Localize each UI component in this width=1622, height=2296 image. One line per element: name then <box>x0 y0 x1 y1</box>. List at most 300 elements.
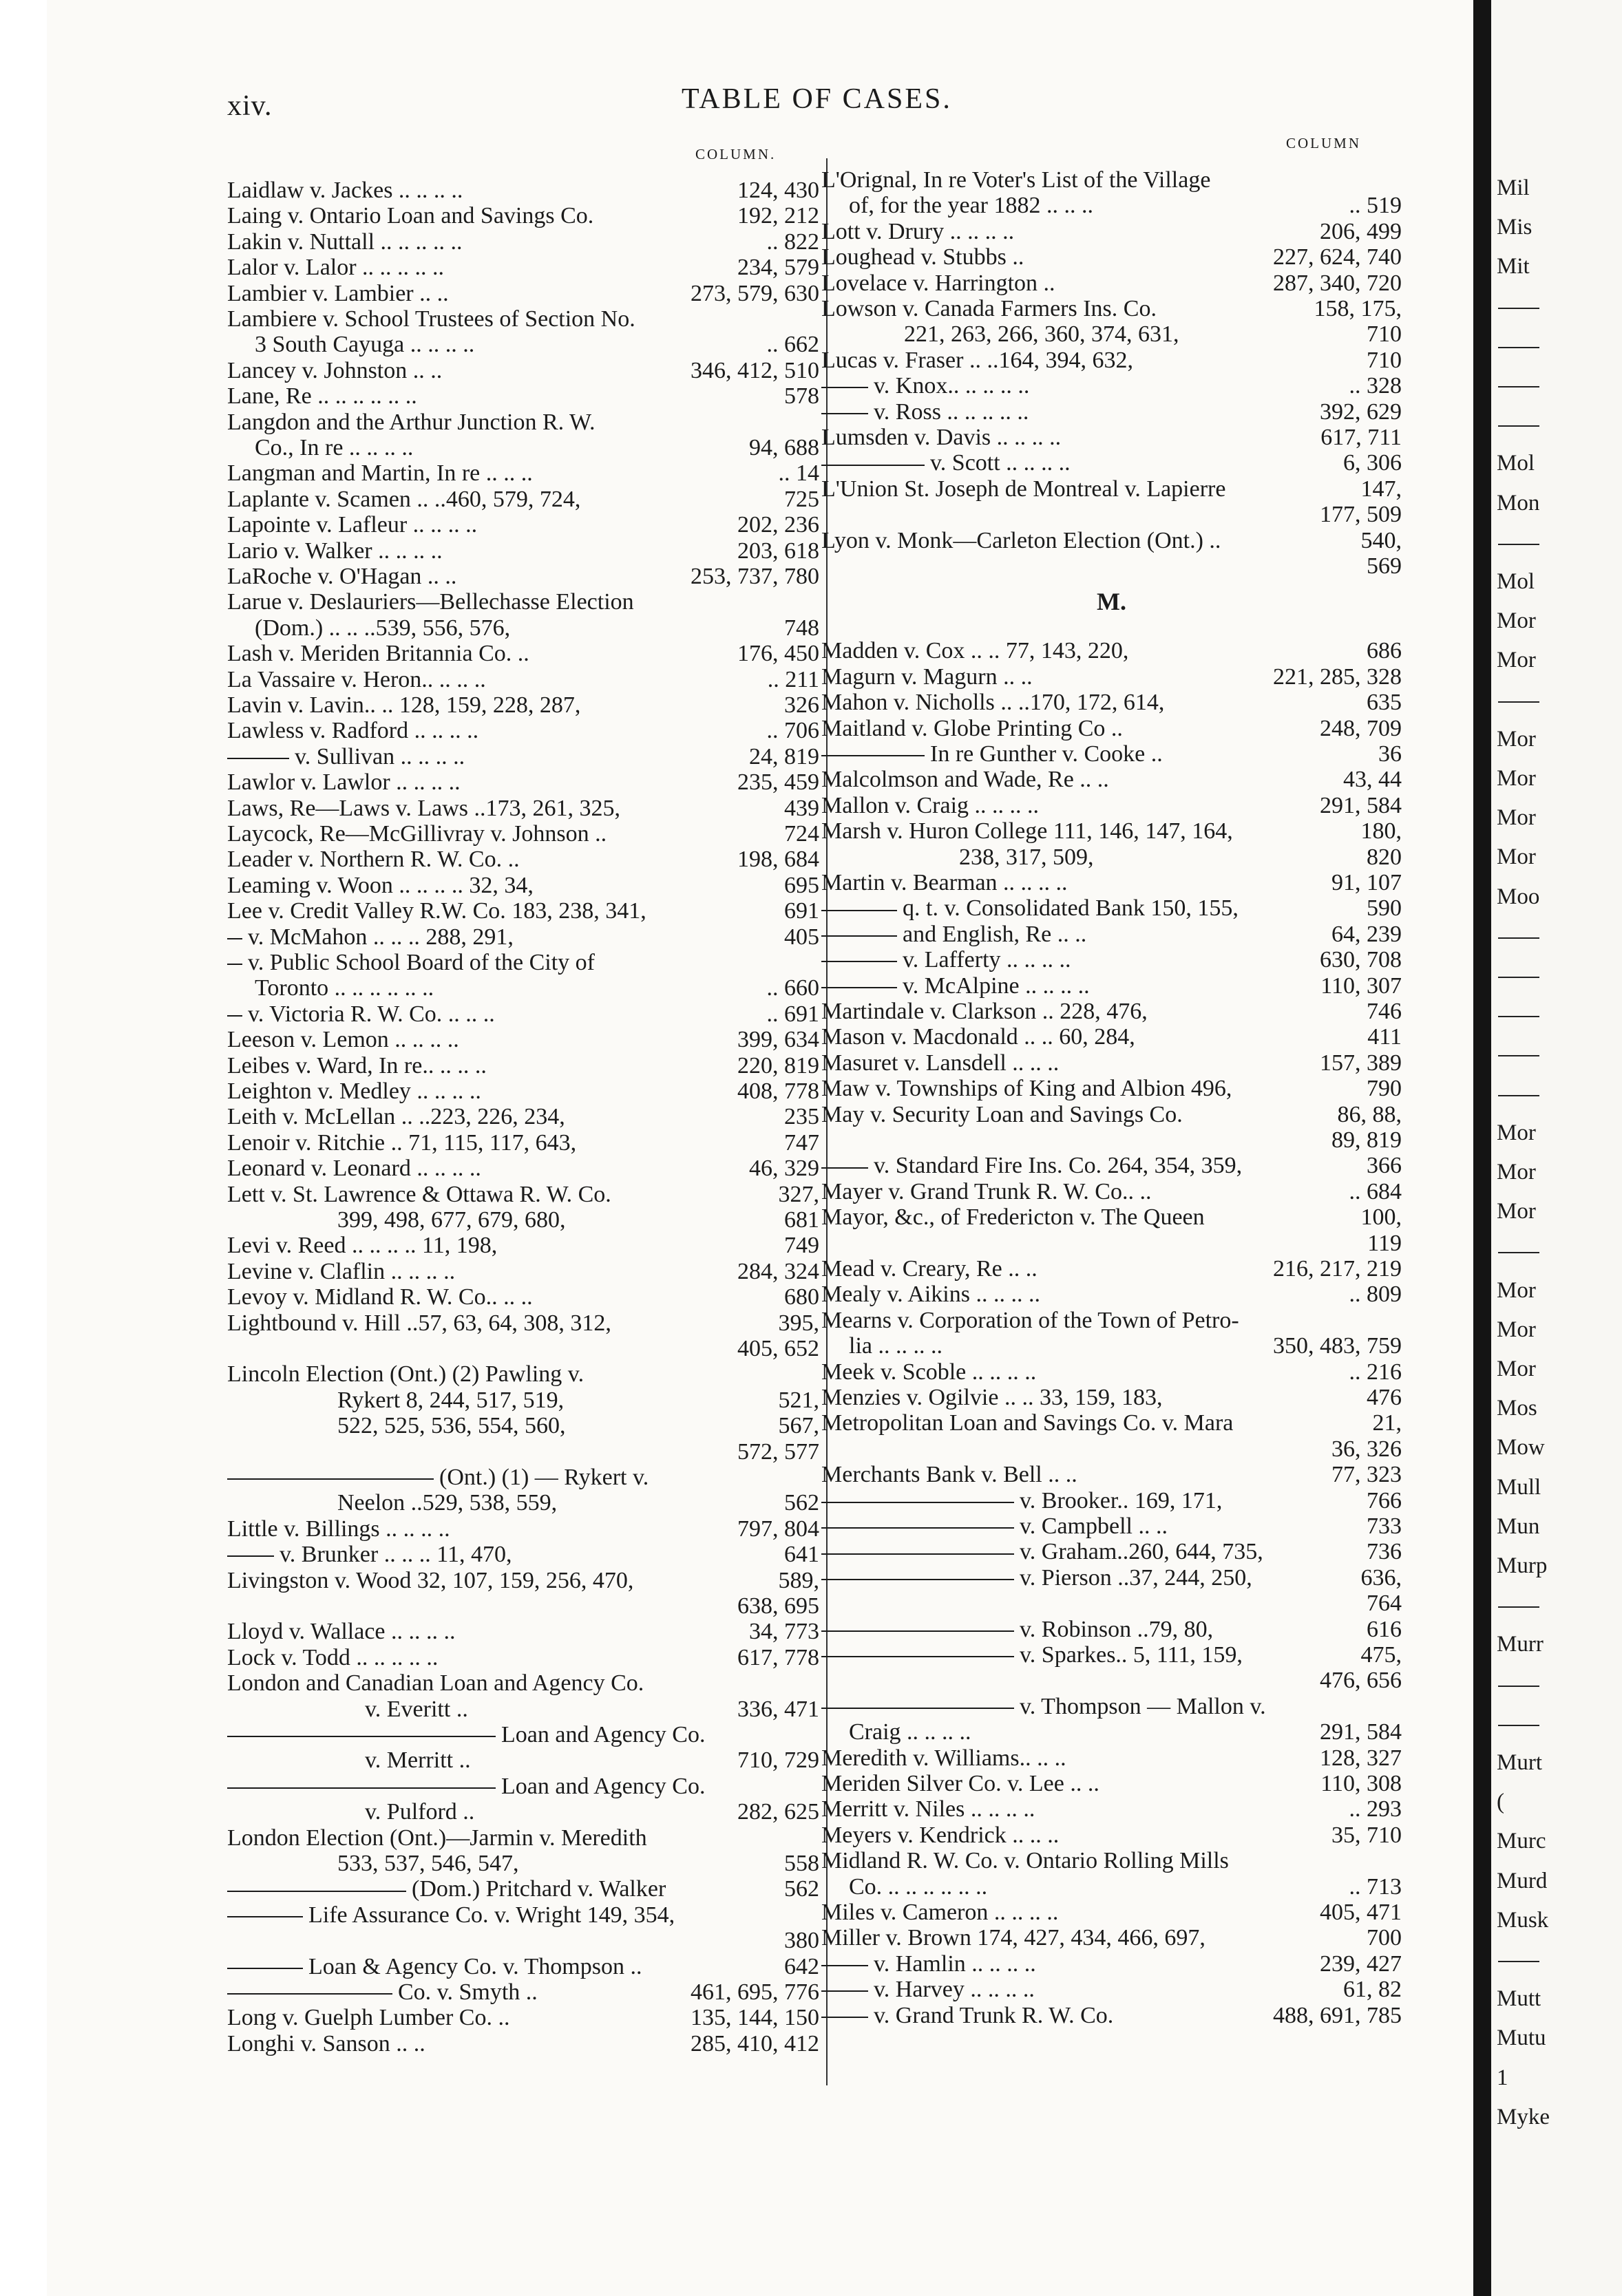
case-name <box>227 847 520 873</box>
case-name-text: Lario v. Walker .. .. .. .. <box>227 538 443 564</box>
case-entry <box>821 193 1402 219</box>
case-name <box>227 641 529 667</box>
case-name <box>365 1747 471 1774</box>
case-name <box>821 818 1233 844</box>
column-references: .. 691 <box>766 1001 819 1027</box>
case-name-text: Mayer v. Grand Trunk R. W. Co.. .. <box>821 1178 1152 1204</box>
case-entry <box>227 460 819 487</box>
case-name-text: Lloyd v. Wallace .. .. .. .. <box>227 1619 456 1645</box>
case-entry <box>821 1308 1402 1334</box>
case-name-text: 533, 537, 546, 547, <box>337 1851 519 1876</box>
case-entry <box>821 999 1402 1025</box>
case-name <box>227 1670 644 1697</box>
ditto-dash <box>227 964 242 965</box>
case-entry <box>227 1542 819 1568</box>
case-entry <box>821 502 1402 528</box>
case-entry <box>821 767 1402 793</box>
case-name-text: L'Union St. Joseph de Montreal v. Lapierre <box>821 476 1226 502</box>
column-references: 590 <box>1367 895 1402 922</box>
column-references: 176, 450 <box>737 641 819 667</box>
column-references: 135, 144, 150 <box>691 2005 819 2031</box>
column-references: 558 <box>784 1851 819 1876</box>
case-name <box>255 332 474 358</box>
case-name <box>227 1310 611 1337</box>
case-name <box>227 564 456 590</box>
column-references: 336, 471 <box>737 1696 819 1722</box>
case-name <box>227 538 443 564</box>
case-name-text: Meyers v. Kendrick .. .. .. <box>821 1822 1060 1848</box>
case-name <box>227 1568 633 1594</box>
facing-page-text: Mon <box>1497 490 1540 515</box>
case-entry <box>821 818 1402 844</box>
case-name <box>821 1951 1036 1977</box>
case-entry <box>821 638 1402 664</box>
column-references: 35, 710 <box>1331 1822 1402 1848</box>
case-entry <box>227 1465 819 1491</box>
column-references: 94, 688 <box>749 435 819 460</box>
case-entry <box>227 1825 819 1851</box>
case-name <box>821 1359 1036 1385</box>
column-references: .. 713 <box>1349 1873 1402 1900</box>
case-entry <box>821 1282 1402 1308</box>
case-name <box>821 690 1164 716</box>
case-name <box>821 528 1221 554</box>
case-entry <box>821 1231 1402 1257</box>
case-name-text: Mallon v. Craig .. .. .. .. <box>821 792 1040 818</box>
case-name <box>821 270 1055 297</box>
case-name-text: Lucas v. Fraser .. ..164, 394, 632, <box>821 347 1133 373</box>
case-name-text: and English, Re .. .. <box>903 921 1087 947</box>
case-entry <box>821 922 1402 948</box>
case-entry <box>821 1024 1402 1050</box>
case-name-text: 238, 317, 509, <box>959 844 1094 870</box>
case-entry <box>227 512 819 538</box>
case-entry <box>821 1153 1402 1179</box>
case-name-text: London Election (Ont.)—Jarmin v. Meredith <box>227 1825 647 1851</box>
case-name-text: Metropolitan Loan and Savings Co. v. Mara <box>821 1410 1234 1436</box>
case-entry <box>227 1336 819 1362</box>
facing-page-rule <box>1498 425 1539 427</box>
facing-page-text: Mow <box>1497 1435 1545 1460</box>
case-entry <box>227 1490 819 1516</box>
column-references: 77, 323 <box>1331 1462 1402 1488</box>
column-references: 177, 509 <box>1320 502 1402 528</box>
column-label-right: COLUMN <box>1286 135 1362 151</box>
case-name <box>959 844 1094 871</box>
case-name <box>227 1259 455 1285</box>
ditto-dash <box>821 1965 868 1966</box>
column-references: .. 662 <box>766 332 819 358</box>
case-name <box>227 769 461 796</box>
ditto-dash <box>821 910 897 911</box>
column-references: 284, 324 <box>737 1258 819 1284</box>
case-name-text: Levine v. Claflin .. .. .. .. <box>227 1258 456 1284</box>
case-entry <box>227 410 819 436</box>
column-references: 100, <box>1360 1204 1402 1231</box>
column-references: 733 <box>1367 1513 1402 1540</box>
column-references: 521, <box>778 1387 819 1413</box>
case-name <box>821 1050 1059 1076</box>
case-name <box>227 718 478 744</box>
case-entry <box>227 1413 819 1439</box>
case-name <box>821 1513 1168 1540</box>
column-references: 617, 778 <box>737 1644 819 1670</box>
case-name <box>821 167 1210 193</box>
case-name <box>821 1900 1058 1926</box>
case-name <box>821 870 1068 896</box>
case-name-text: Lumsden v. Davis .. .. .. .. <box>821 425 1062 450</box>
column-references: 686 <box>1367 638 1402 664</box>
case-name <box>821 1694 1266 1720</box>
case-name <box>227 460 533 487</box>
case-entry <box>821 1513 1402 1540</box>
case-entry <box>821 1668 1402 1694</box>
case-name-text: Mealy v. Aikins .. .. .. .. <box>821 1282 1040 1308</box>
column-references: 192, 212 <box>737 203 819 229</box>
case-name <box>227 1774 706 1800</box>
case-name-text: v. Hamlin .. .. .. .. <box>874 1950 1036 1977</box>
case-entry <box>821 1359 1402 1385</box>
case-entry <box>227 718 819 744</box>
ditto-dash <box>821 1553 1014 1555</box>
case-name-text: Meredith v. Williams.. .. .. <box>821 1745 1066 1771</box>
case-name <box>821 2003 1113 2029</box>
case-name <box>821 219 1014 245</box>
column-references: 248, 709 <box>1320 715 1402 741</box>
case-entry <box>821 1076 1402 1102</box>
ditto-dash <box>821 1579 1014 1580</box>
case-entry <box>227 847 819 873</box>
ditto-dash <box>227 1993 392 1995</box>
column-references: 749 <box>784 1233 819 1259</box>
facing-page-text: Mis <box>1497 215 1533 240</box>
column-references: 540, <box>1360 527 1402 553</box>
facing-page-rule <box>1498 1095 1539 1096</box>
case-name <box>227 1825 647 1851</box>
facing-page-rule <box>1498 1252 1539 1253</box>
case-name <box>821 425 1061 451</box>
facing-page-text: Murr <box>1497 1632 1544 1657</box>
case-entry <box>227 744 819 770</box>
column-references: 202, 236 <box>737 512 819 538</box>
case-entry <box>821 1796 1402 1822</box>
ditto-dash <box>821 987 897 988</box>
case-name-text: v. Grand Trunk R. W. Co. <box>874 2002 1114 2028</box>
case-name <box>821 1282 1040 1308</box>
case-name <box>227 1027 459 1053</box>
case-name <box>227 1053 487 1079</box>
column-references: 405 <box>784 924 819 950</box>
case-name <box>227 692 580 719</box>
ditto-dash <box>821 961 897 962</box>
case-name <box>227 255 444 281</box>
case-name-text: Rykert 8, 244, 517, 519, <box>337 1387 565 1413</box>
case-name-text: Longhi v. Sanson .. .. <box>227 2030 425 2056</box>
case-entry <box>821 1102 1402 1128</box>
case-name-text: Leaming v. Woon .. .. .. .. 32, 34, <box>227 872 534 898</box>
case-name-text: v. Graham..260, 644, 735, <box>1020 1539 1263 1565</box>
case-name-text: Langman and Martin, In re .. .. .. <box>227 460 533 487</box>
case-name-text: Malcolmson and Wade, Re .. .. <box>821 767 1109 793</box>
case-name <box>227 1465 649 1491</box>
case-name-text: (Dom.) .. .. ..539, 556, 576, <box>255 615 511 641</box>
column-references: .. 822 <box>766 228 819 255</box>
column-references: 638, 695 <box>737 1593 819 1619</box>
column-references: 227, 624, 740 <box>1273 244 1402 270</box>
case-name <box>849 1719 971 1745</box>
column-references: 475, <box>1360 1642 1402 1668</box>
case-name-text: Leader v. Northern R. W. Co. .. <box>227 847 520 873</box>
case-name <box>227 512 477 538</box>
case-entry <box>227 1851 819 1877</box>
case-name <box>255 435 413 461</box>
case-name-text: v. Ross .. .. .. .. .. <box>874 398 1029 425</box>
column-label-left: COLUMN. <box>695 146 777 162</box>
case-name-text: v. Brunker .. .. .. 11, 470, <box>280 1542 512 1568</box>
case-entry <box>227 281 819 307</box>
case-entry <box>227 255 819 281</box>
case-name <box>227 1233 497 1259</box>
case-entry <box>227 1001 819 1028</box>
case-name-text: Lyon v. Monk—Carleton Election (Ont.) .. <box>821 527 1221 553</box>
case-name-text: (Ont.) (1) — Rykert v. <box>439 1465 649 1490</box>
case-name <box>227 873 534 899</box>
facing-page-fragment <box>1491 0 1622 2296</box>
case-name-text: Masuret v. Lansdell .. .. .. <box>821 1050 1060 1076</box>
case-entry <box>821 296 1402 322</box>
case-name-text: lia .. .. .. .. <box>849 1333 942 1359</box>
column-references: 617, 711 <box>1320 425 1402 450</box>
ditto-dash <box>821 1502 1014 1503</box>
column-references: 700 <box>1367 1925 1402 1951</box>
facing-page-text: Mol <box>1497 569 1535 594</box>
ditto-dash <box>821 1167 868 1169</box>
column-references: .. 293 <box>1349 1796 1402 1822</box>
column-references: 61, 82 <box>1343 1977 1402 2003</box>
case-name <box>227 1979 538 2006</box>
column-references: 820 <box>1367 844 1402 870</box>
facing-page-text: Mor <box>1497 766 1536 791</box>
case-name-text: v. Pierson ..37, 244, 250, <box>1020 1564 1252 1591</box>
case-name-text: Lawless v. Radford .. .. .. .. <box>227 718 479 744</box>
facing-page-text: Mull <box>1497 1474 1541 1500</box>
column-references: 405, 471 <box>1320 1900 1402 1926</box>
case-entry <box>227 924 819 950</box>
facing-page-rule <box>1498 544 1539 545</box>
column-references: 797, 804 <box>737 1516 819 1542</box>
case-entry <box>821 476 1402 502</box>
column-references: .. 660 <box>766 975 819 1001</box>
column-references: 64, 239 <box>1331 921 1402 947</box>
column-references: 488, 691, 785 <box>1273 2002 1402 2028</box>
case-name <box>821 1488 1222 1514</box>
case-name <box>821 1925 1205 1951</box>
case-name-text: Marsh v. Huron College 111, 146, 147, 164, <box>821 818 1233 844</box>
case-name <box>227 1876 666 1902</box>
column-references: 253, 737, 780 <box>691 564 819 589</box>
facing-page-text: Mor <box>1497 1160 1536 1184</box>
case-entry <box>821 1900 1402 1926</box>
case-name-text: Lambiere v. School Trustees of Section No. <box>227 306 635 332</box>
case-name-text: v. Thompson — Mallon v. <box>1020 1693 1266 1719</box>
case-entry <box>821 1436 1402 1463</box>
column-references: 380 <box>784 1928 819 1954</box>
case-name <box>227 487 580 513</box>
case-name <box>821 1796 1035 1822</box>
facing-page-text: Myke <box>1497 2104 1550 2129</box>
case-name-text: v. Brooker.. 169, 171, <box>1020 1487 1223 1513</box>
case-name <box>849 193 1093 219</box>
case-name-text: v. Sparkes.. 5, 111, 159, <box>1020 1642 1243 1668</box>
case-entry <box>227 615 819 641</box>
column-references: 476 <box>1367 1385 1402 1411</box>
case-name <box>821 922 1086 948</box>
case-entry <box>821 1050 1402 1076</box>
column-references: 235 <box>784 1104 819 1130</box>
case-entry <box>227 641 819 667</box>
case-name-text: In re Gunther v. Cooke .. <box>930 741 1163 767</box>
facing-page-rule <box>1498 386 1539 387</box>
case-name-text: Loan and Agency Co. <box>501 1722 706 1747</box>
case-name <box>821 296 1157 322</box>
case-name <box>227 898 646 924</box>
ditto-dash <box>821 935 897 937</box>
facing-page-text: Mor <box>1497 648 1536 673</box>
case-entry <box>227 1902 819 1928</box>
case-entry <box>227 589 819 615</box>
case-name-text: Leibes v. Ward, In re.. .. .. .. <box>227 1052 487 1078</box>
case-entry <box>227 332 819 358</box>
case-name <box>821 1410 1233 1436</box>
case-name <box>227 1361 584 1388</box>
case-name-text: Mead v. Creary, Re .. .. <box>821 1256 1038 1282</box>
case-entry <box>821 1617 1402 1643</box>
column-references: 43, 44 <box>1343 767 1402 793</box>
case-name <box>821 348 1133 374</box>
column-references: 221, 285, 328 <box>1273 663 1402 690</box>
case-name <box>227 924 514 950</box>
case-entry <box>227 1027 819 1053</box>
case-name <box>821 1462 1077 1488</box>
case-name-text: v. Victoria R. W. Co. .. .. .. <box>248 1001 495 1027</box>
case-name-text: Lincoln Election (Ont.) (2) Pawling v. <box>227 1361 584 1388</box>
facing-page-text: Mor <box>1497 608 1536 634</box>
case-entry <box>227 1928 819 1954</box>
case-entry <box>821 1127 1402 1154</box>
case-name <box>227 1284 533 1310</box>
case-name-text: Meek v. Scoble .. .. .. .. <box>821 1359 1037 1385</box>
case-name <box>255 615 510 641</box>
case-name <box>337 1207 566 1233</box>
case-name-text: Lavin v. Lavin.. .. 128, 159, 228, 287, <box>227 692 581 718</box>
case-entry <box>821 895 1402 922</box>
case-name-text: Co. .. .. .. .. .. .. <box>849 1873 988 1900</box>
case-name-text: v. Harvey .. .. .. .. <box>874 1977 1035 2003</box>
case-entry <box>227 306 819 332</box>
case-entry <box>227 435 819 461</box>
case-name <box>821 1977 1035 2003</box>
case-name <box>821 973 1090 999</box>
column-references: 395, <box>778 1310 819 1336</box>
case-name <box>227 589 634 615</box>
case-name-text: Lancey v. Johnston .. .. <box>227 357 443 383</box>
case-entry <box>227 383 819 410</box>
case-name-text: Merritt v. Niles .. .. .. .. <box>821 1796 1035 1822</box>
facing-page-text: Mor <box>1497 1199 1536 1224</box>
right-column <box>821 0 1402 2296</box>
case-name-text: Laing v. Ontario Loan and Savings Co. <box>227 203 594 229</box>
case-name <box>821 999 1148 1025</box>
scan-left-margin <box>0 0 47 2296</box>
column-references: 282, 625 <box>737 1799 819 1825</box>
column-references: 710 <box>1367 321 1402 348</box>
column-references: 273, 579, 630 <box>691 280 819 306</box>
case-name-text: Meriden Silver Co. v. Lee .. .. <box>821 1771 1099 1797</box>
column-references: 710 <box>1367 347 1402 373</box>
case-name <box>821 1771 1099 1797</box>
column-references: 36 <box>1378 741 1402 767</box>
case-name-text: Neelon ..529, 538, 559, <box>337 1490 558 1516</box>
column-references: 642 <box>784 1953 819 1979</box>
ditto-dash <box>821 755 925 756</box>
column-references: 34, 773 <box>749 1619 819 1645</box>
column-references: 616 <box>1367 1616 1402 1642</box>
case-name-text: Co., In re .. .. .. .. <box>255 435 414 460</box>
case-entry <box>821 399 1402 425</box>
facing-page-text: Mit <box>1497 254 1530 279</box>
facing-page-text: Mor <box>1497 1357 1536 1381</box>
case-name-text: v. Knox.. .. .. .. .. <box>874 373 1030 399</box>
case-name <box>821 895 1239 922</box>
case-name-text: (Dom.) Pritchard v. Walker <box>412 1876 666 1902</box>
case-entry <box>821 425 1402 451</box>
case-entry <box>227 873 819 899</box>
facing-page-rule <box>1498 977 1539 978</box>
case-name <box>821 1024 1135 1050</box>
case-name-text: Lenoir v. Ritchie .. 71, 115, 117, 643, <box>227 1129 577 1156</box>
facing-page-rule <box>1498 1961 1539 1962</box>
case-name-text: Langdon and the Arthur Junction R. W. <box>227 409 596 435</box>
case-name-text: v. Robinson ..79, 80, <box>1020 1616 1214 1642</box>
case-entry <box>227 1954 819 1980</box>
facing-page-rule <box>1498 1686 1539 1687</box>
case-name-text: Lane, Re .. .. .. .. .. .. <box>227 383 417 410</box>
case-name <box>821 1565 1252 1591</box>
column-references: 569 <box>1367 553 1402 579</box>
case-name <box>227 1902 675 1928</box>
case-name-text: Livingston v. Wood 32, 107, 159, 256, 470, <box>227 1567 634 1593</box>
case-name <box>227 1619 456 1645</box>
case-name-text: 221, 263, 266, 360, 374, 631, <box>904 321 1179 348</box>
case-name-text: Lowson v. Canada Farmers Ins. Co. <box>821 296 1157 321</box>
case-entry <box>227 692 819 719</box>
case-entry <box>227 1053 819 1079</box>
case-entry <box>821 321 1402 348</box>
case-entry <box>821 1410 1402 1436</box>
case-name-text: 399, 498, 677, 679, 680, <box>337 1207 566 1233</box>
case-name-text: Miles v. Cameron .. .. .. .. <box>821 1900 1059 1926</box>
case-entry <box>821 947 1402 973</box>
case-entry <box>227 358 819 384</box>
facing-page-text: Mor <box>1497 1277 1536 1303</box>
case-entry <box>227 821 819 847</box>
column-references: .. 211 <box>767 666 819 692</box>
facing-page-text: ( <box>1497 1789 1504 1815</box>
case-name-text: Levi v. Reed .. .. .. .. 11, 198, <box>227 1233 498 1259</box>
column-references: 291, 584 <box>1320 792 1402 818</box>
case-name <box>821 399 1029 425</box>
facing-page-text: Mor <box>1497 1317 1536 1342</box>
